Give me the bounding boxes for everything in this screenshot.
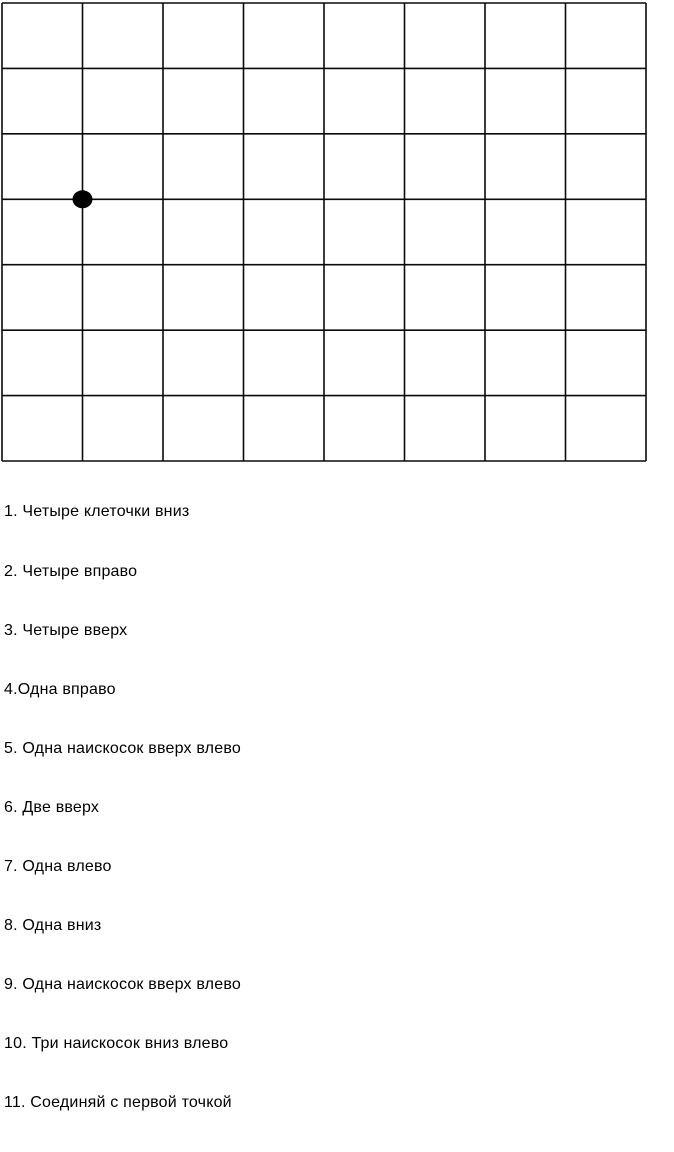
instruction-10: 10. Три наискосок вниз влево: [4, 1035, 229, 1053]
start-dot: [73, 190, 93, 208]
instruction-4: 4.Одна вправо: [4, 680, 116, 698]
instruction-8: 8. Одна вниз: [4, 917, 102, 935]
instruction-1: 1. Четыре клеточки вниз: [4, 503, 190, 521]
instruction-6: 6. Две вверх: [4, 798, 100, 816]
dictation-grid: [0, 0, 674, 463]
instruction-list: [4, 463, 664, 1152]
instruction-2: 2. Четыре вправо: [4, 562, 138, 580]
instruction-11: 11. Соединяй с первой точкой: [4, 1094, 232, 1112]
instruction-5: 5. Одна наискосок вверх влево: [4, 739, 241, 757]
instruction-9: 9. Одна наискосок вверх влево: [4, 976, 241, 994]
instruction-3: 3. Четыре вверх: [4, 621, 128, 639]
instruction-7: 7. Одна влево: [4, 857, 112, 875]
